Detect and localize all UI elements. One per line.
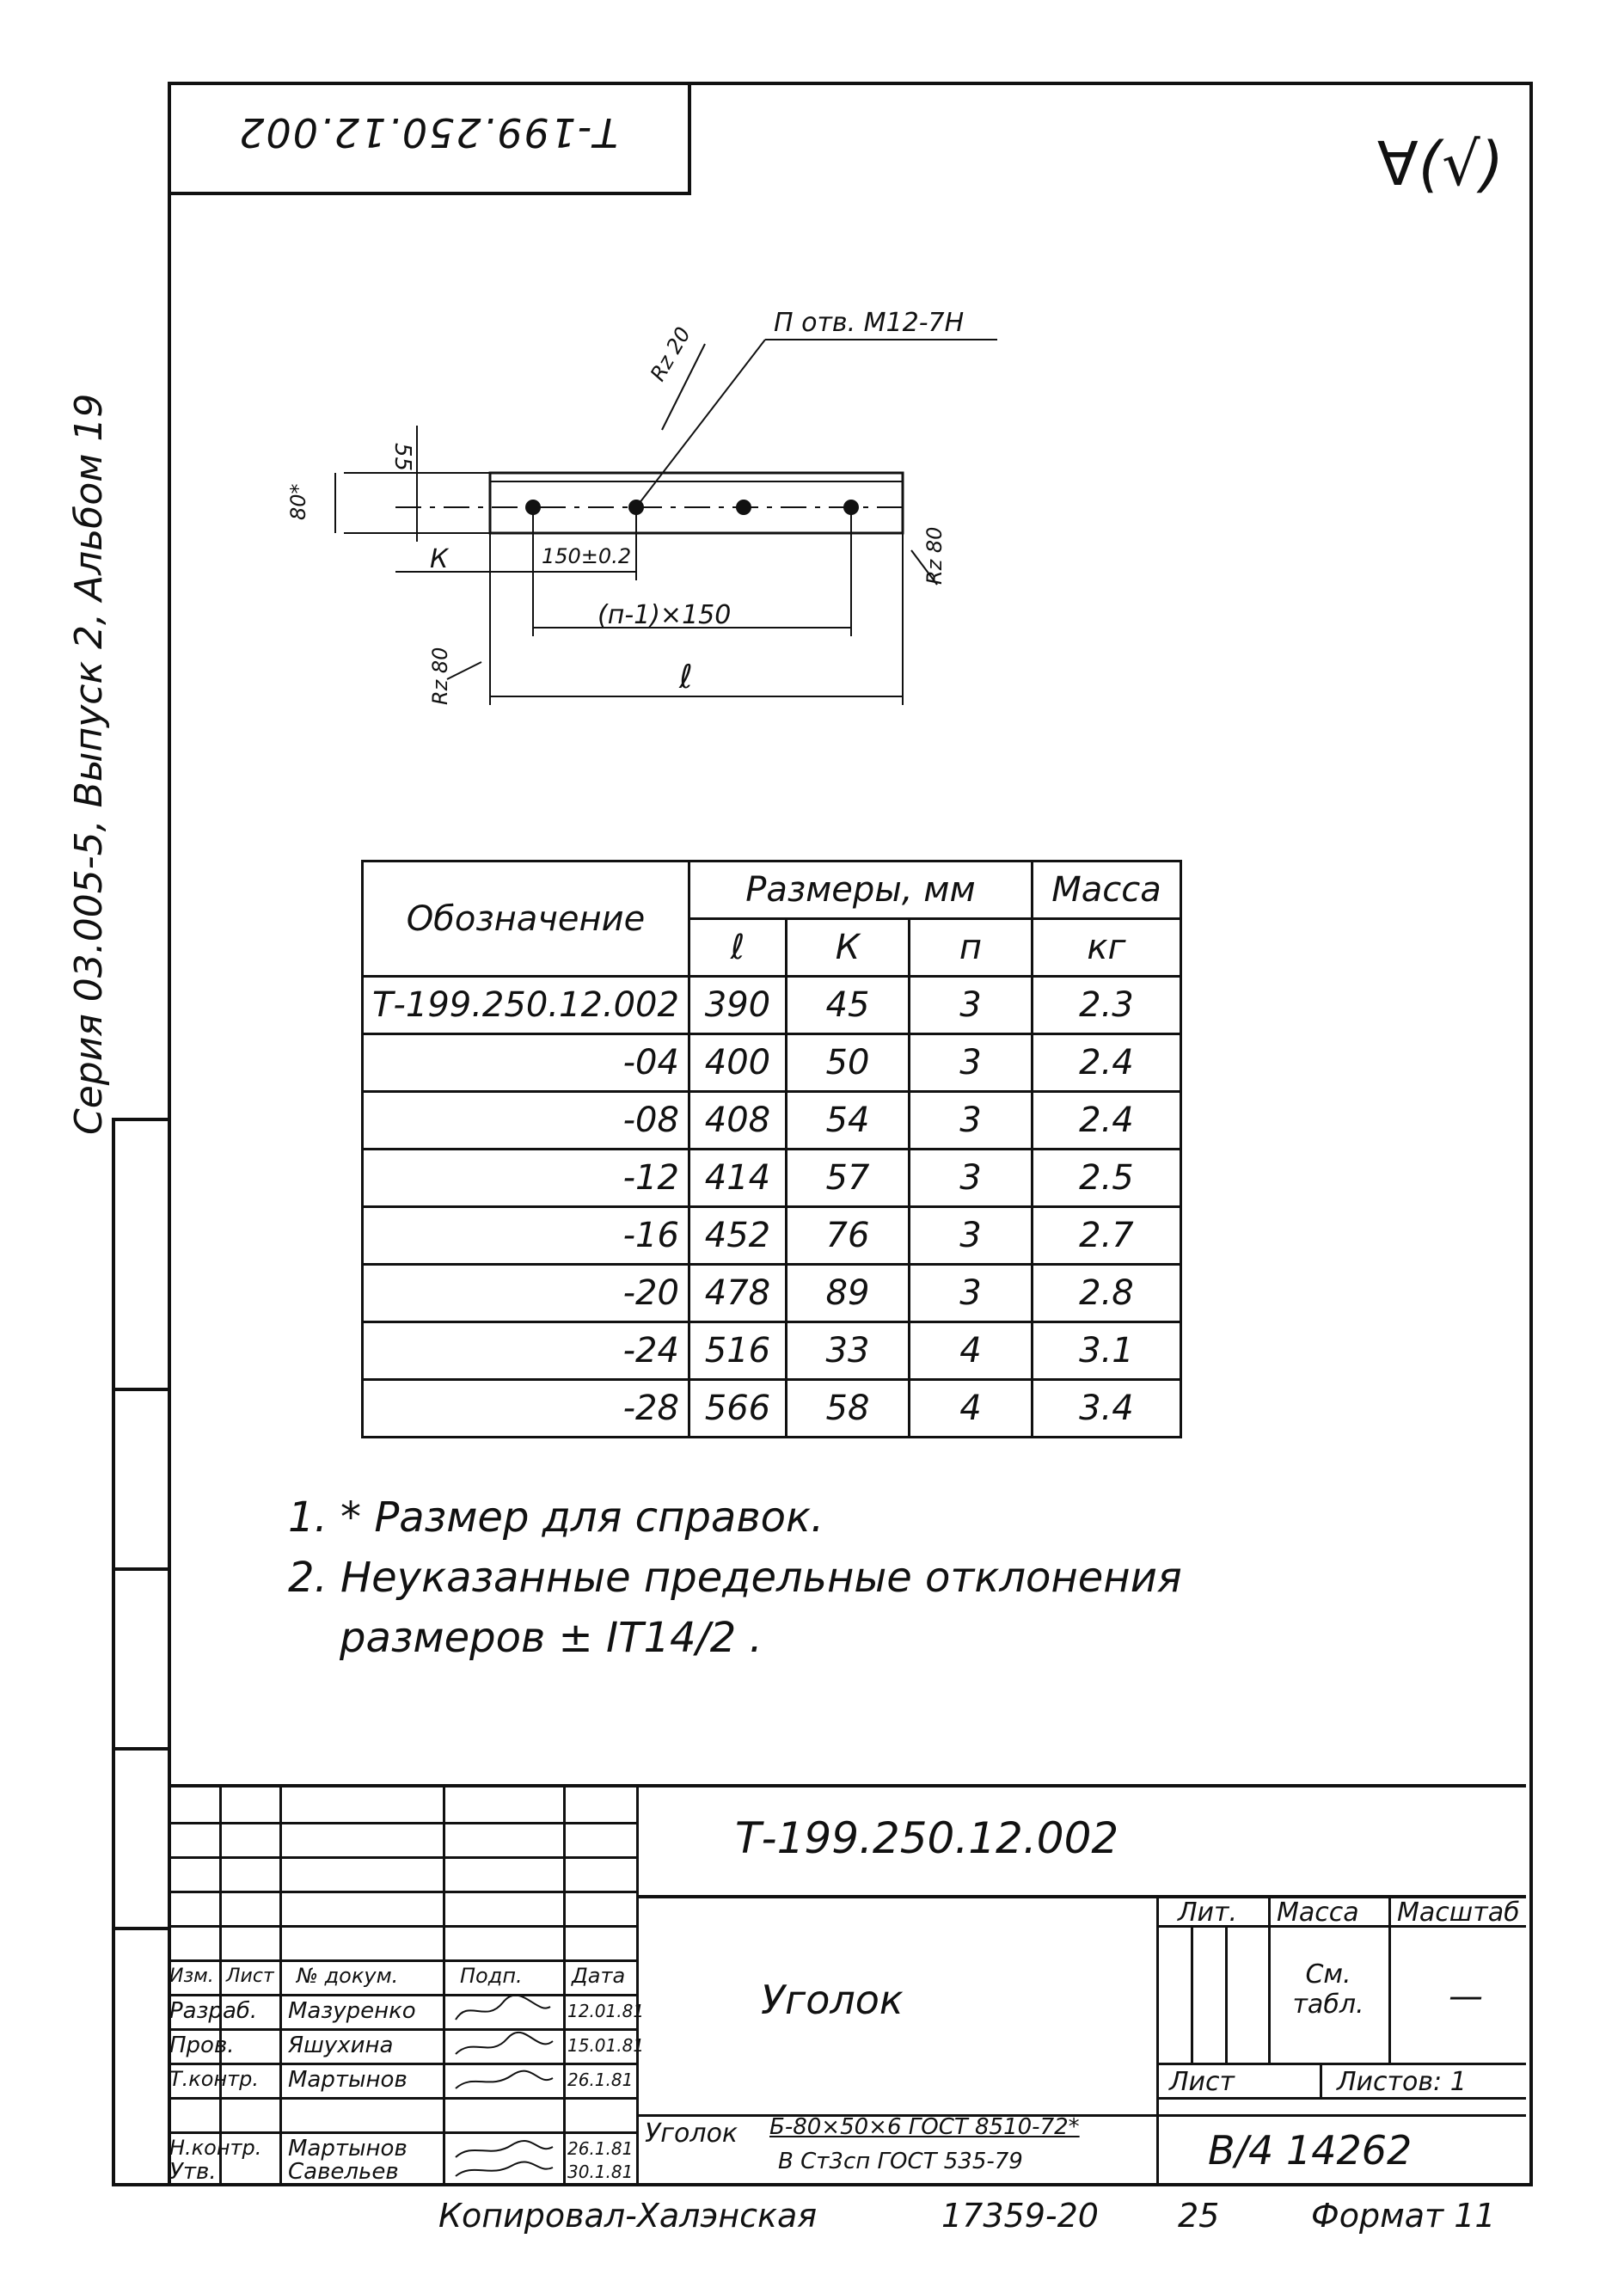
tb-sheet-label: Лист	[1169, 2067, 1235, 2097]
tb-material-line1: Б-80×50×6 ГОСТ 8510-72*	[769, 2114, 1080, 2140]
hole-callout: П отв. М12-7Н	[774, 308, 965, 338]
tb-doc-code: Т-199.250.12.002	[735, 1813, 1119, 1863]
rz80-left-label: Rz 80	[428, 647, 452, 705]
hole-2	[628, 500, 644, 515]
cell-l: 516	[689, 1322, 786, 1380]
cell-designation: -24	[363, 1322, 689, 1380]
header-dimensions: Размеры, мм	[689, 862, 1032, 919]
variants-table	[361, 860, 1182, 1438]
tb-role-date: 26.1.81	[567, 2138, 634, 2159]
tb-role: Н.контр.	[169, 2136, 262, 2160]
note-1: 1. * Размер для справок.	[288, 1493, 824, 1542]
hole-4	[843, 500, 859, 515]
cell-mass: 2.4	[1032, 1092, 1180, 1150]
tb-role-date: 15.01.81	[567, 2035, 645, 2056]
title-block	[168, 1784, 1526, 2183]
tb-scale-value: —	[1449, 1977, 1483, 2016]
tb-role: Т.контр.	[169, 2067, 260, 2091]
tb-col-sign: Подп.	[460, 1964, 523, 1988]
cell-n: 3	[909, 977, 1032, 1034]
tb-col-doc: № докум.	[297, 1964, 399, 1988]
rz80-right-label: Rz 80	[922, 526, 947, 585]
tb-role: Утв.	[169, 2159, 217, 2185]
cell-mass: 2.8	[1032, 1265, 1180, 1322]
cell-l: 390	[689, 977, 786, 1034]
tb-col-list: Лист	[226, 1965, 274, 1987]
cell-k: 58	[786, 1380, 909, 1438]
tb-col-izm: Изм.	[169, 1965, 214, 1987]
tb-mass-value: См. табл.	[1292, 1959, 1364, 2020]
cell-n: 3	[909, 1150, 1032, 1207]
cell-l: 478	[689, 1265, 786, 1322]
series-label: Серия 03.005-5, Выпуск 2, Альбом 19	[67, 393, 111, 1135]
cell-k: 33	[786, 1322, 909, 1380]
rz20-label: Rz 20	[645, 322, 696, 385]
cell-k: 45	[786, 977, 909, 1034]
cell-l: 414	[689, 1150, 786, 1207]
cell-k: 50	[786, 1034, 909, 1092]
cell-mass: 2.7	[1032, 1207, 1180, 1265]
cell-k: 54	[786, 1092, 909, 1150]
cell-mass: 2.5	[1032, 1150, 1180, 1207]
cell-mass: 2.4	[1032, 1034, 1180, 1092]
hole-1	[525, 500, 541, 515]
part-drawing	[284, 308, 1057, 722]
table-row	[363, 977, 1181, 1034]
cell-designation: -12	[363, 1150, 689, 1207]
tb-role-date: 26.1.81	[567, 2070, 634, 2090]
tb-role-name: Савельев	[288, 2159, 399, 2185]
tb-role-name: Мартынов	[288, 2136, 408, 2162]
tb-role-date: 30.1.81	[567, 2162, 634, 2182]
table-row	[363, 1265, 1181, 1322]
top-stamp-code: Т-199.250.12.002	[237, 109, 618, 156]
cell-mass: 3.4	[1032, 1380, 1180, 1438]
side-band-cell	[115, 1571, 171, 1751]
dim-150-label: 150±0.2	[542, 544, 632, 568]
header-k: К	[786, 919, 909, 977]
table-row	[363, 1092, 1181, 1150]
header-designation: Обозначение	[363, 862, 689, 977]
tb-material-line2: В Ст3сп ГОСТ 535-79	[778, 2149, 1023, 2174]
header-l: ℓ	[689, 919, 786, 977]
cell-l: 566	[689, 1380, 786, 1438]
cell-mass: 2.3	[1032, 977, 1180, 1034]
tb-col-date: Дата	[572, 1964, 626, 1988]
roughness-symbol: ∀(√)	[1376, 129, 1504, 199]
tb-role: Пров.	[169, 2033, 235, 2058]
footer-format: Формат 11	[1311, 2197, 1496, 2235]
cell-designation: Т-199.250.12.002	[363, 977, 689, 1034]
cell-designation: -08	[363, 1092, 689, 1150]
cell-l: 452	[689, 1207, 786, 1265]
side-band	[112, 1118, 171, 2186]
side-band-cell	[115, 1930, 171, 2102]
tb-mass-label: Масса	[1277, 1898, 1359, 1928]
cell-n: 4	[909, 1380, 1032, 1438]
top-stamp	[168, 82, 691, 195]
tb-org: В/4 14262	[1208, 2127, 1413, 2174]
cell-mass: 3.1	[1032, 1322, 1180, 1380]
tb-role: Разраб.	[169, 1998, 258, 2024]
dim-80-label: 80*	[286, 483, 310, 520]
cell-k: 57	[786, 1150, 909, 1207]
side-band-cell	[115, 1391, 171, 1571]
header-n: п	[909, 919, 1032, 977]
cell-designation: -20	[363, 1265, 689, 1322]
cell-designation: -16	[363, 1207, 689, 1265]
cell-designation: -28	[363, 1380, 689, 1438]
footer-order: 17359-20	[941, 2197, 1099, 2235]
tb-name: Уголок	[761, 1977, 904, 2023]
tb-role-name: Яшухина	[288, 2033, 394, 2058]
cell-k: 89	[786, 1265, 909, 1322]
table-row	[363, 1380, 1181, 1438]
tb-material-prefix: Уголок	[645, 2119, 738, 2149]
table-row	[363, 1207, 1181, 1265]
dim-l-label: ℓ	[679, 658, 693, 696]
tb-role-date: 12.01.81	[567, 2001, 645, 2021]
dim-n150-label: (п-1)×150	[598, 600, 732, 630]
table-row	[363, 1150, 1181, 1207]
tb-sheets-label: Листов: 1	[1337, 2067, 1467, 2097]
tb-role-name: Мазуренко	[288, 1998, 416, 2024]
tb-lit-label: Лит.	[1178, 1898, 1238, 1928]
note-2-continued: размеров ± IT14/2 .	[340, 1614, 763, 1662]
cell-l: 408	[689, 1092, 786, 1150]
tb-role-name: Мартынов	[288, 2067, 408, 2093]
notes	[288, 1487, 1182, 1668]
tb-scale-label: Масштаб	[1397, 1898, 1520, 1928]
hole-3	[736, 500, 751, 515]
footer-page: 25	[1178, 2197, 1220, 2235]
cell-n: 3	[909, 1265, 1032, 1322]
cell-n: 3	[909, 1092, 1032, 1150]
cell-k: 76	[786, 1207, 909, 1265]
footer-copied: Копировал-Халэнская	[438, 2197, 818, 2235]
dim-k-label: К	[430, 544, 449, 574]
cell-n: 3	[909, 1207, 1032, 1265]
cell-n: 3	[909, 1034, 1032, 1092]
cell-designation: -04	[363, 1034, 689, 1092]
side-band-cell	[115, 1751, 171, 1930]
dim-55-label: 55	[389, 443, 415, 472]
side-band-cell	[115, 1121, 171, 1391]
table-header-row	[363, 862, 1181, 919]
cell-n: 4	[909, 1322, 1032, 1380]
cell-l: 400	[689, 1034, 786, 1092]
header-mass-unit: кг	[1032, 919, 1180, 977]
table-row	[363, 1322, 1181, 1380]
signatures	[451, 1994, 559, 2183]
header-mass: Масса	[1032, 862, 1180, 919]
note-2: 2. Неуказанные предельные отклонения	[288, 1554, 1182, 1602]
table-row	[363, 1034, 1181, 1092]
